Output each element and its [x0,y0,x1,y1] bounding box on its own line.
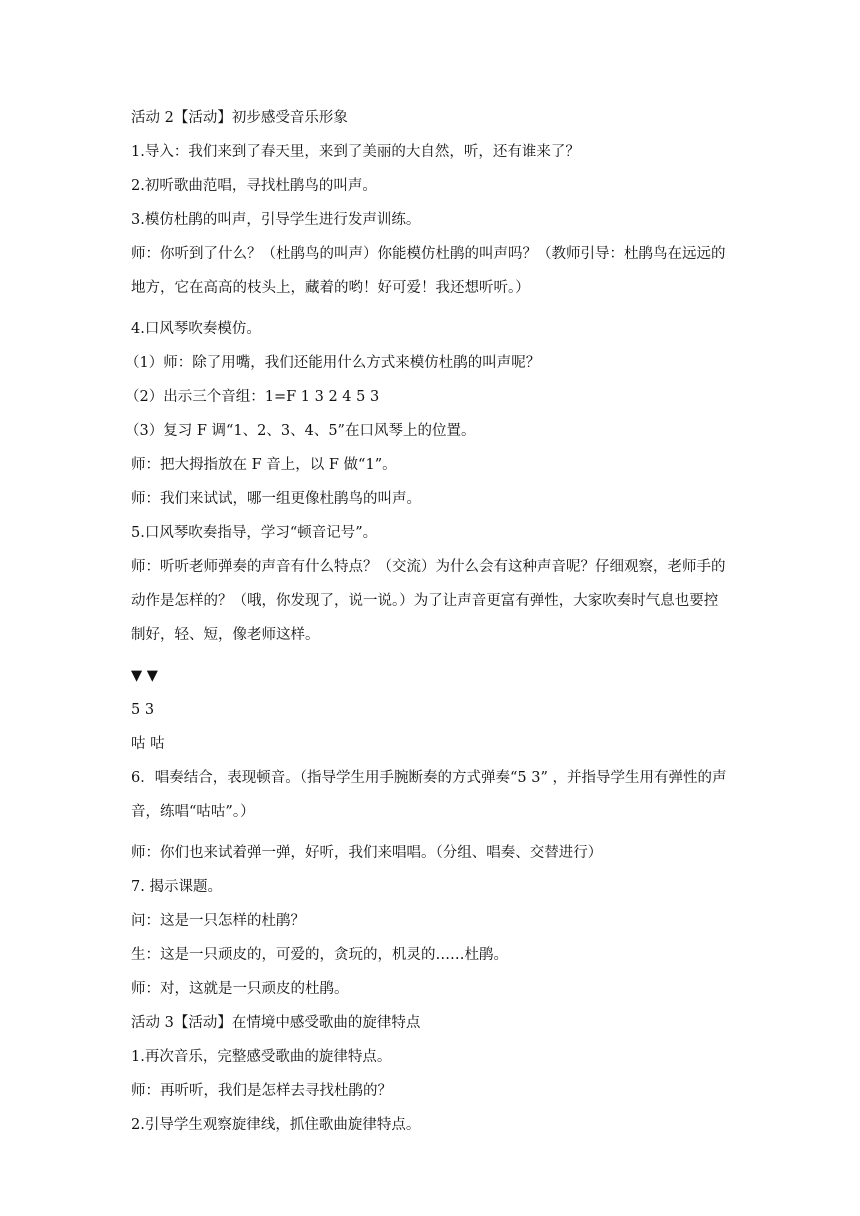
activity-3-heading: 活动 3【活动】在情境中感受歌曲的旋律特点 [131,1015,421,1031]
list-item: （2）出示三个音组：1=F 1 3 2 4 5 3 [125,389,380,405]
paragraph: 师：我们来试试，哪一组更像杜鹃鸟的叫声。 [131,491,421,507]
paragraph: 师：你们也来试着弹一弹，好听，我们来唱唱。（分组、唱奏、交替进行） [131,845,603,861]
notation-numbers: 5 3 [131,702,155,718]
activity-2-heading: 活动 2【活动】初步感受音乐形象 [131,110,348,126]
paragraph: 1.导入：我们来到了春天里，来到了美丽的大自然，听，还有谁来了？ [131,144,580,160]
paragraph: 1.再次音乐，完整感受歌曲的旋律特点。 [131,1049,392,1065]
paragraph: 师：你听到了什么？（杜鹃鸟的叫声）你能模仿杜鹃的叫声吗？（教师引导：杜鹃鸟在远远的地方，它在高高的枝头上，藏着的哟！好可爱！我还想听听。） [131,246,726,296]
paragraph: 4.口风琴吹奏模仿。 [131,321,261,337]
document-body [125,108,731,1149]
list-item: （1）师：除了用嘴，我们还能用什么方式来模仿杜鹃的叫声呢？ [125,355,541,371]
paragraph: 2.初听歌曲范唱，寻找杜鹃鸟的叫声。 [131,178,377,194]
paragraph: 3.模仿杜鹃的叫声，引导学生进行发声训练。 [131,212,421,228]
paragraph: 师：对，这就是一只顽皮的杜鹃。 [131,981,349,997]
paragraph: 师：再听听，我们是怎样去寻找杜鹃的？ [131,1083,392,1099]
paragraph: 师：听听老师弹奏的声音有什么特点？（交流）为什么会有这种声音呢？仔细观察，老师手的动作是怎样的？（哦，你发现了，说一说。）为了让声音更富有弹性，大家吹奏时气息也要控制好，轻、短，像老师这样。 [131,559,726,643]
list-item: （3）复习 F 调“1、2、3、4、5”在口风琴上的位置。 [125,423,476,439]
notation-lyrics: 咕 咕 [131,736,165,752]
staccato-marks: ▼ ▼ [131,668,158,684]
paragraph: 2.引导学生观察旋律线，抓住歌曲旋律特点。 [131,1117,421,1133]
paragraph: 5.口风琴吹奏指导，学习“顿音记号”。 [131,525,378,541]
paragraph: 问：这是一只怎样的杜鹃？ [131,913,305,929]
paragraph: 6．唱奏结合，表现顿音。（指导学生用手腕断奏的方式弹奏“5 3” ，并指导学生用有弹性的声音，练唱“咕咕”。） [131,770,727,820]
paragraph: 师：把大拇指放在 F 音上，以 F 做“1”。 [131,457,397,473]
paragraph: 生：这是一只顽皮的，可爱的，贪玩的，机灵的……杜鹃。 [131,947,508,963]
paragraph: 7. 揭示课题。 [131,879,222,895]
